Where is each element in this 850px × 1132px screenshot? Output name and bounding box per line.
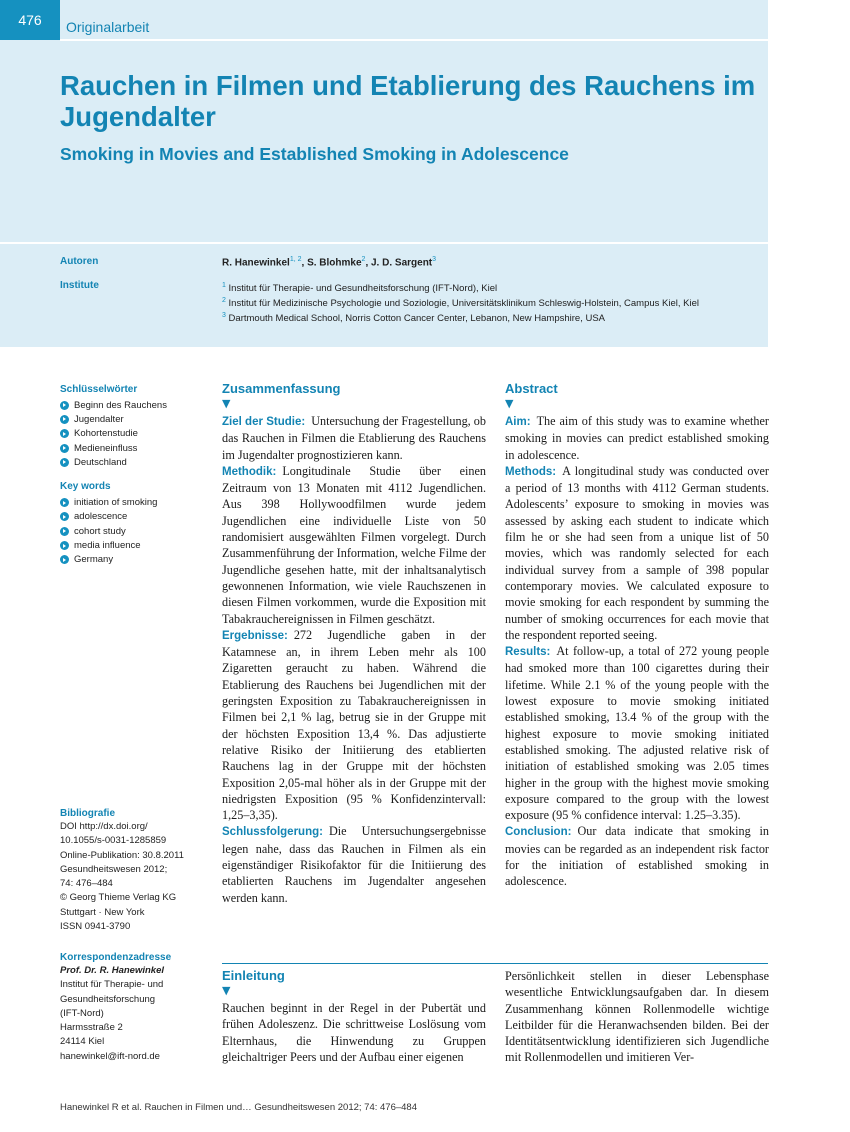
paragraph-text: At follow-up, a total of 272 young people had smoked more than 100 cigarettes during their lifetime. While 2.1 % of the young people with the lowest exposure to movie smoking initiated established smoking, 13.4 % of the group with the highest exposure to movie smoking initiated established smoking. The adjusted relative risk of initiation of established smoking was 2.05 times higher in the group with the highest movie smoking exposure compared to the group with the lowest exposure (95 % confidence interval: 1.25–3.35). (505, 644, 769, 823)
institute-item (222, 295, 699, 310)
keywords-sidebar (60, 384, 210, 567)
arrow-bullet-icon (60, 415, 69, 424)
correspondence-line: Gesundheitsforschung (60, 993, 156, 1005)
correspondence-line: Institut für Therapie- und (60, 979, 164, 991)
keyword-text: initiation of smoking (74, 497, 158, 509)
arrow-bullet-icon (60, 555, 69, 564)
keyword-item (60, 427, 210, 441)
author-affiliation: 3 (432, 256, 437, 263)
institute-number: 2 (222, 297, 226, 305)
arrow-bullet-icon (60, 512, 69, 521)
correspondence-line: (IFT-Nord) (60, 1007, 104, 1019)
arrow-bullet-icon (60, 444, 69, 453)
correspondence-block (60, 952, 210, 1064)
correspondence-email[interactable]: hanewinkel@ift-nord.de (60, 1050, 160, 1062)
abstract-paragraph (505, 823, 769, 889)
institutes-list (222, 280, 699, 325)
keyword-text: Medieneinfluss (74, 442, 138, 454)
paragraph-lead: Aim: (505, 416, 531, 428)
keyword-text: Germany (74, 554, 114, 566)
author-name: J. D. Sargent (371, 257, 433, 269)
abstract-column (505, 381, 769, 890)
institute-item (222, 310, 699, 325)
paragraph-lead: Ergebnisse: (222, 629, 288, 642)
paragraph-text: Longitudinale Studie über einen Zeitraum von 13 Monaten mit 4112 Jugendlichen. Aus 398 Hollywoodfilmen wurde jedem Jugendlichen eine individuelle Liste von 50 randomisiert ausgewählten Filmen vorgelegt. Durch Zusammenführung der Information, welche Filme der Jugendliche gesehen hatte, mit der inhaltsanalytisch gewonnenen Information, wie viele Rauchszenen in diesen Filmen vorkommen, wurde die Exposition mit Tabakrauchereignissen in Filmen geschätzt. (222, 463, 486, 626)
biblio-line: Stuttgart · New York (60, 906, 145, 918)
bibliography-block (60, 808, 210, 934)
triangle-down-icon: ▼ (222, 984, 231, 997)
abstract-paragraph (222, 823, 486, 905)
body-paragraph: Persönlichkeit stellen in dieser Lebensphase wesentliche Entwicklungsaufgaben dar. In diesem Zusammenhang können Rollenmodelle wichtige Leitbilder für die Heranwachsenden bilden. Bei der Identitätsentwicklung identifizieren sich Jugendliche mit Rollenmodellen und imitieren Ver- (505, 969, 769, 1065)
paragraph-text: Untersuchung der Fragestellung, ob das Rauchen in Filmen die Etablierung des Rauchens im Jugendalter prognostizieren kann. (222, 414, 486, 462)
correspondence-line: 24114 Kiel (60, 1036, 105, 1048)
paragraph-lead: Ziel der Studie: (222, 416, 306, 428)
paragraph-text: A longitudinal study was conducted over a period of 13 months with 4112 German students. Adolescents’ exposure to smoking in movies was assessed by asking each student to indicate which film he or she had seen from a unique list of 50 movies, which was randomly selected for each individual survey from a sample of 398 popular contemporary movies. We calculated exposure to movie smoking for each respondent by summing the number of smoking occurrences for each movie that the respondent reported seeing. (505, 463, 769, 642)
section-label: Originalarbeit (66, 19, 150, 35)
institutes-label: Institute (60, 280, 99, 291)
abstract-paragraph (222, 463, 486, 627)
abstract-paragraph (222, 413, 486, 463)
author-separator: , (365, 257, 371, 269)
paragraph-lead: Schlussfolgerung: (222, 826, 323, 839)
keyword-text: Beginn des Rauchens (74, 399, 167, 411)
keyword-item (60, 510, 210, 524)
zusammenfassung-column (222, 381, 486, 906)
biblio-line: ISSN 0941-3790 (60, 921, 131, 933)
author-name: S. Blohmke (307, 257, 362, 269)
article-subtitle: Smoking in Movies and Established Smoking in Adolescence (60, 144, 569, 164)
correspondence-name: Prof. Dr. R. Hanewinkel (60, 965, 164, 976)
paragraph-text: 272 Jugendliche gaben in der Katamnese an, in ihrem Leben mehr als 100 Zigaretten geraucht zu haben. Während die Etablierung des Rauchens bei Jugendlichen mit der geringsten Exposition zu Tabakrauchereignissen in Filmen bei 2,1 % lag, betrug sie in der Gruppe mit der höchsten Exposition 13,4 %. Das adjustierte relative Risiko der Initiierung des etablierten Rauchens lag in der Gruppe mit der höchsten Exposition 2,05-mal höher als in der Gruppe mit der niedrigsten Exposition (95 % Konfidenzintervall: 1,25–3,35). (222, 627, 486, 823)
abstract-paragraph (222, 627, 486, 824)
abstract-paragraph (505, 643, 769, 823)
authors-line (222, 256, 436, 268)
arrow-bullet-icon (60, 429, 69, 438)
author-name: R. Hanewinkel (222, 257, 290, 269)
arrow-bullet-icon (60, 541, 69, 550)
korrespondenz-heading: Korrespondenzadresse (60, 952, 172, 963)
paragraph-text: Our data indicate that smoking in movies can be regarded as an independent risk factor for the initiation of established smoking in adolescence. (505, 824, 769, 889)
correspondence-line: Harmsstraße 2 (60, 1022, 123, 1034)
abstract-heading: Abstract (505, 381, 558, 396)
institute-number: 3 (222, 312, 226, 320)
page-number: 476 (0, 0, 60, 40)
keyword-item (60, 524, 210, 538)
meta-divider (0, 242, 768, 244)
paragraph-lead: Methods: (505, 465, 557, 478)
header-divider (60, 39, 768, 41)
biblio-line: Gesundheitswesen 2012; (60, 863, 168, 875)
section-divider (222, 963, 768, 964)
body-paragraph: Rauchen beginnt in der Regel in der Pubertät und frühen Adoleszenz. Die schrittweise Loslösung vom Elternhaus, die Hinwendung zu Gruppen gleichaltriger Peers und der Aufbau einer eigenen (222, 1001, 486, 1064)
keyword-item (60, 495, 210, 509)
keyword-text: Deutschland (74, 456, 127, 468)
page-footer: Hanewinkel R et al. Rauchen in Filmen und… Gesundheitswesen 2012; 74: 476–484 (60, 1102, 418, 1113)
schluesselwoerter-heading: Schlüsselwörter (60, 384, 138, 395)
bibliografie-heading: Bibliografie (60, 808, 116, 819)
keyword-text: Jugendalter (74, 413, 124, 425)
institute-text: Institut für Medizinische Psychologie und Soziologie, Universitätsklinikum Schleswig-Holstein, Campus Kiel, Kiel (228, 298, 700, 310)
paragraph-text: Die Untersuchungsergebnisse legen nahe, dass das Rauchen in Filmen als ein eigenständiger Risikofaktor für die Initiierung des etablierten Rauchens im Jugendalter angesehen werden kann. (222, 824, 486, 905)
biblio-line: © Georg Thieme Verlag KG (60, 892, 177, 904)
zusammenfassung-heading: Zusammenfassung (222, 381, 341, 396)
abstract-paragraph (505, 463, 769, 643)
biblio-line: 74: 476–484 (60, 878, 113, 890)
author-separator: , (301, 257, 308, 269)
triangle-down-icon: ▼ (505, 397, 514, 410)
einleitung-heading: Einleitung (222, 968, 285, 983)
keyword-item (60, 398, 210, 412)
arrow-bullet-icon (60, 401, 69, 410)
keyword-text: adolescence (74, 511, 128, 523)
keyword-item (60, 441, 210, 455)
institute-number: 1 (222, 282, 226, 289)
biblio-line: 10.1055/s-0031-1285859 (60, 835, 167, 847)
keyword-text: media influence (74, 540, 141, 552)
arrow-bullet-icon (60, 458, 69, 467)
author-affiliation: 1, 2 (289, 256, 302, 263)
einleitung-column-right (505, 968, 769, 1066)
arrow-bullet-icon (60, 527, 69, 536)
paragraph-lead: Methodik: (222, 465, 277, 478)
institute-item (222, 280, 699, 295)
paragraph-text: The aim of this study was to examine whether smoking in movies can predict established smoking in adolescence. (505, 414, 769, 462)
author-affiliation: 2 (361, 256, 366, 263)
keyword-item (60, 455, 210, 469)
abstract-paragraph (505, 413, 769, 463)
einleitung-column-left (222, 968, 486, 1065)
keyword-item (60, 538, 210, 552)
institute-text: Institut für Therapie- und Gesundheitsforschung (IFT-Nord), Kiel (228, 283, 498, 295)
arrow-bullet-icon (60, 498, 69, 507)
keyword-text: cohort study (74, 525, 126, 537)
triangle-down-icon: ▼ (222, 397, 231, 410)
keywords-heading: Key words (60, 481, 111, 493)
authors-label: Autoren (60, 256, 99, 267)
article-title: Rauchen in Filmen und Etablierung des Rauchens im Jugendalter (60, 70, 756, 132)
paragraph-lead: Results: (505, 646, 551, 659)
biblio-line: DOI http://dx.doi.org/ (60, 821, 148, 832)
keyword-item (60, 412, 210, 426)
keyword-item (60, 553, 210, 567)
keyword-text: Kohortenstudie (74, 428, 138, 440)
paragraph-lead: Conclusion: (505, 826, 572, 839)
biblio-line: Online-Publikation: 30.8.2011 (60, 849, 184, 861)
institute-text: Dartmouth Medical School, Norris Cotton Cancer Center, Lebanon, New Hampshire, USA (228, 313, 606, 325)
